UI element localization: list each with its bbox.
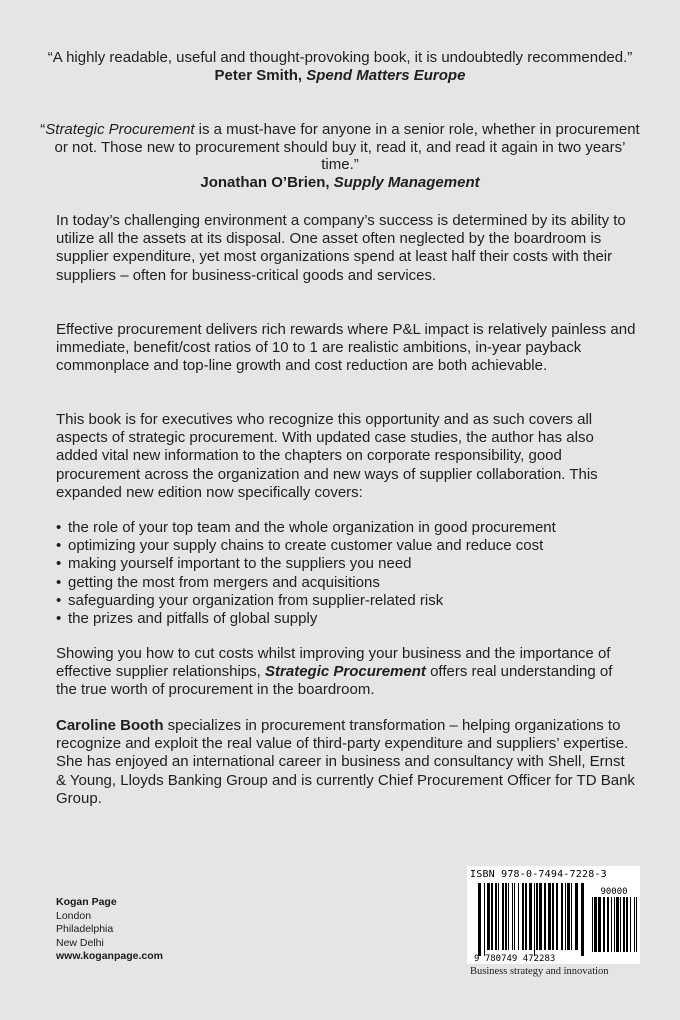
barcode-digits: 9 780749 472283: [474, 954, 556, 964]
bullet-item: • making yourself important to the suppliers you need: [56, 555, 636, 573]
barcode-bar: [598, 897, 601, 952]
barcode-bar: [623, 897, 625, 952]
publisher-name: Kogan Page: [56, 896, 117, 908]
barcode-bar: [478, 883, 481, 956]
barcode-addon-number: 90000: [600, 887, 628, 897]
quote-1-source: Spend Matters Europe: [306, 66, 466, 84]
barcode-bar: [603, 897, 605, 952]
barcode-bar: [634, 897, 635, 952]
addon-barcode-bars: [592, 897, 637, 952]
barcode-bar: [505, 883, 507, 950]
barcode-bar: [539, 883, 542, 950]
barcode-bar: [594, 897, 597, 952]
bullet-item: • optimizing your supply chains to create customer value and reduce cost: [56, 537, 636, 555]
barcode-bar: [491, 883, 493, 950]
barcode-bar: [498, 883, 499, 950]
paragraph-4-start: Showing you how to cut costs whilst improving your business and the importance of effective supplier relationships,: [56, 645, 611, 681]
paragraph-4-book-title: Strategic Procurement: [265, 663, 426, 681]
barcode-bar: [556, 883, 558, 950]
quote-2-source: Supply Management: [333, 173, 480, 191]
barcode-bar: [592, 897, 593, 952]
barcode-bar: [518, 883, 519, 950]
publisher-city: Philadelphia: [56, 923, 114, 936]
barcode-bar: [611, 897, 612, 952]
barcode-bar: [636, 897, 637, 952]
barcode-bar: [607, 897, 609, 952]
paragraph-3-text: This book is for executives who recognize this opportunity and as such covers all aspects of strategic procurement. With updated case studies, the author has also added vital new information to the chapters on corporate responsibility, good procurement across the organization and new ways of supplier collaboration. This expanded new edition now specifically covers:: [56, 411, 598, 501]
paragraph-4-end: offers real understanding of the true worth of procurement in the boardroom.: [56, 663, 613, 699]
barcode-bar: [626, 897, 628, 952]
barcode-bar: [536, 883, 538, 950]
barcode-bar: [525, 883, 527, 950]
isbn-label: ISBN 978-0-7494-7228-3: [470, 869, 607, 880]
barcode-bar: [534, 883, 535, 956]
publisher-website: www.koganpage.com: [56, 950, 163, 963]
barcode-bar: [487, 883, 490, 950]
barcode-bar: [561, 883, 563, 950]
category-caption: Business strategy and innovation: [470, 966, 609, 977]
barcode-bar: [565, 883, 566, 950]
bullet-item: • safeguarding your organization from supplier-related risk: [56, 592, 636, 610]
quote-2-author: Jonathan O’Brien,: [200, 173, 334, 191]
ean-barcode-bars: [478, 883, 584, 956]
barcode-bar: [512, 883, 513, 950]
publisher-city: New Delhi: [56, 936, 104, 949]
author-name: Caroline Booth: [56, 717, 164, 734]
publisher-city: London: [56, 909, 92, 922]
barcode-bar: [502, 883, 504, 950]
quote-2-body: is a must-have for anyone in a senior role, whether in procurement or not. Those new to procurement should buy it, read it, and read it again in two years’ time.”: [54, 121, 640, 173]
barcode-bar: [575, 883, 578, 950]
bullet-item: • the role of your top team and the whole organization in good procurement: [56, 519, 636, 537]
barcode-bar: [484, 883, 485, 956]
barcode-bar: [508, 883, 509, 950]
quote-2-open: “: [40, 121, 46, 138]
barcode-bar: [548, 883, 551, 950]
barcode-bar: [630, 897, 631, 952]
author-bio-rest: specializes in procurement transformation – helping organizations to recognize and exploit the real value of third-party expenditure and suppliers’ expertise. She has enjoyed an international career in business and consultancy with Shell, Ernst & Young, Lloyds Banking Group and is currently Chief Procurement Officer for TD Bank Group.: [56, 717, 635, 807]
barcode-bar: [616, 897, 619, 952]
barcode-bar: [514, 883, 515, 950]
barcode-bar: [529, 883, 532, 950]
quote-1-author: Peter Smith,: [214, 66, 307, 84]
bullet-item: • getting the most from mergers and acquisitions: [56, 574, 636, 592]
barcode-bar: [522, 883, 524, 950]
barcode-bar: [571, 883, 572, 950]
barcode-bar: [620, 897, 621, 952]
barcode-bar: [552, 883, 554, 950]
barcode-bar: [495, 883, 497, 950]
paragraph-2-text: Effective procurement delivers rich rewards where P&L impact is relatively painless and immediate, benefit/cost ratios of 10 to 1 are realistic ambitions, in-year payback commonplace and top-line growth and cost reduction are both achievable.: [56, 321, 636, 375]
barcode-bar: [581, 883, 584, 956]
quote-2-book-title: Strategic Procurement: [45, 121, 195, 138]
bullet-item: • the prizes and pitfalls of global supply: [56, 610, 636, 628]
barcode-bar: [544, 883, 546, 950]
barcode-bar: [614, 897, 615, 952]
paragraph-1-text: In today’s challenging environment a company’s success is determined by its ability to utilize all the assets at its disposal. One asset often neglected by the boardroom is supplier expenditure, yet most organizations spend at least half their costs with their suppliers – often for business-critical goods and services.: [56, 212, 626, 284]
quote-1-text: “A highly readable, useful and thought-provoking book, it is undoubtedly recommended.”: [47, 49, 633, 66]
barcode-bar: [567, 883, 570, 950]
